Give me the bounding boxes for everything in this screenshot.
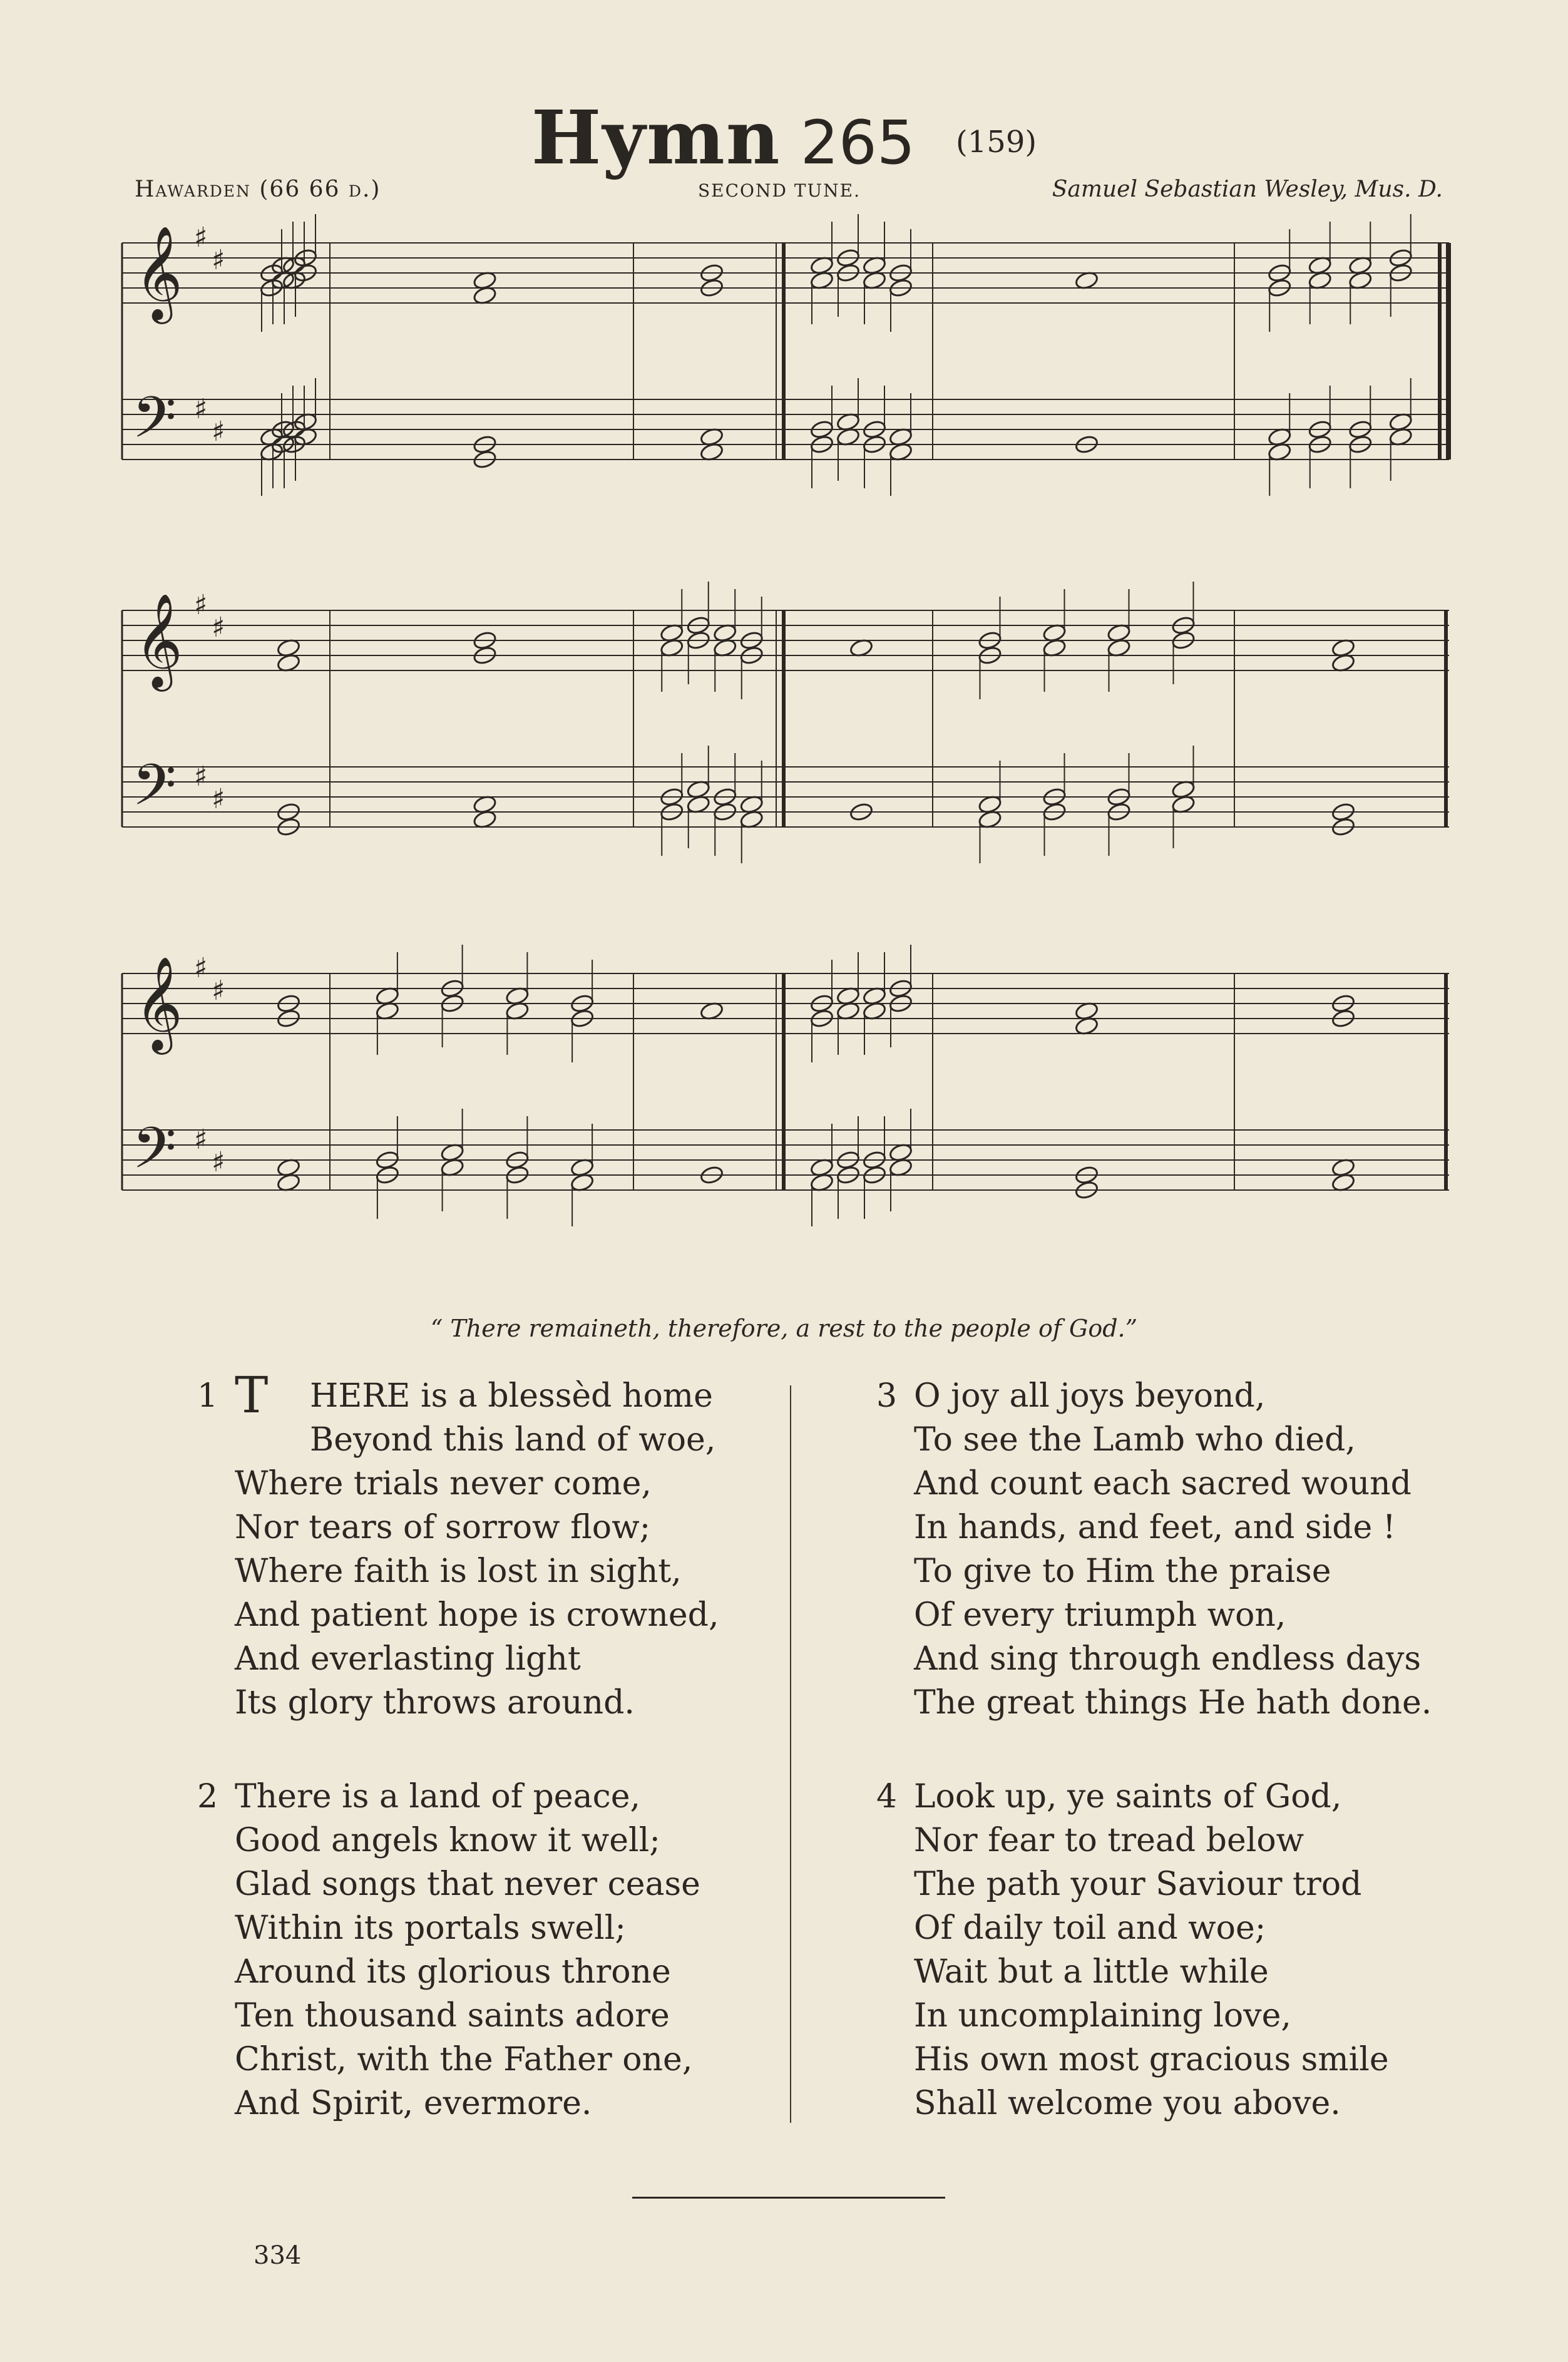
sharp-icon: ♯	[212, 244, 225, 276]
epigraph: “ There remaineth, therefore, a rest to the people of God.”	[430, 1315, 1138, 1342]
verse-line: Ten thousand saints adore	[235, 1997, 670, 2035]
verse-line: Nor tears of sorrow flow;	[235, 1509, 651, 1546]
verse-line: Christ, with the Father one,	[235, 2041, 693, 2078]
verse-line: And patient hope is crowned,	[235, 1596, 719, 1634]
verse-line: Around its glorious throne	[235, 1953, 671, 1991]
treble-clef-icon: 𝄞	[135, 955, 183, 1050]
verse-line: To give to Him the praise	[914, 1553, 1331, 1590]
sharp-icon: ♯	[212, 416, 225, 448]
bass-clef-icon: 𝄢	[132, 384, 177, 465]
sharp-icon: ♯	[194, 393, 208, 425]
hymn-number: 265	[800, 108, 915, 178]
verse-line: Of daily toil and woe;	[914, 1909, 1266, 1947]
sharp-icon: ♯	[194, 222, 208, 254]
verse-line: To see the Lamb who died,	[914, 1421, 1356, 1459]
sharp-icon: ♯	[212, 783, 225, 815]
tune-name: Hawarden (66 66 d.)	[135, 177, 381, 202]
verse-line: Beyond this land of woe,	[310, 1421, 716, 1459]
verse-number: 2	[197, 1778, 218, 1815]
verse-line: Where faith is lost in sight,	[235, 1553, 682, 1590]
verse-line: There is a land of peace,	[235, 1778, 640, 1815]
sharp-icon: ♯	[212, 975, 225, 1007]
sharp-icon: ♯	[194, 589, 208, 621]
verse-line: His own most gracious smile	[914, 2041, 1389, 2078]
treble-clef-icon: 𝄞	[135, 225, 183, 320]
verse-2	[197, 1775, 700, 2125]
verse-line: Of every triumph won,	[914, 1596, 1286, 1634]
verse-line: Look up, ye saints of God,	[914, 1778, 1342, 1815]
sharp-icon: ♯	[194, 952, 208, 984]
bottom-rule	[632, 2197, 945, 2199]
verse-line	[235, 1366, 719, 1424]
verse-line: O joy all joys beyond,	[914, 1377, 1266, 1415]
verse-number: 1	[197, 1377, 218, 1415]
verse-line: And sing through endless days	[914, 1640, 1422, 1678]
verse-line: Shall welcome you above.	[914, 2085, 1341, 2122]
verse-line: And everlasting light	[235, 1640, 581, 1678]
sharp-icon: ♯	[194, 1124, 208, 1156]
verses	[0, 1366, 1568, 2144]
treble-clef-icon: 𝄞	[135, 592, 183, 687]
verse-line: Glad songs that never cease	[235, 1866, 700, 1903]
verse-line: In uncomplaining love,	[914, 1997, 1291, 2035]
verse-line: And count each sacred wound	[914, 1465, 1412, 1502]
verse-line: Within its portals swell;	[235, 1909, 626, 1947]
sharp-icon: ♯	[212, 1146, 225, 1178]
verse-line: In hands, and feet, and side !	[914, 1509, 1396, 1546]
sharp-icon: ♯	[212, 612, 225, 644]
composer: Samuel Sebastian Wesley, Mus. D.	[1052, 177, 1443, 202]
verse-line: And Spirit, evermore.	[235, 2085, 592, 2122]
hymn-title-word: Hymn	[531, 94, 781, 181]
page-number: 334	[254, 2241, 302, 2270]
bass-clef-icon: 𝄢	[132, 1115, 177, 1195]
first-line-text: HERE is a blessèd home	[310, 1377, 713, 1415]
verse-line: Where trials never come,	[235, 1465, 652, 1502]
verse-1	[197, 1366, 719, 1725]
verse-line: The great things He hath done.	[914, 1684, 1432, 1722]
verse-line: The path your Saviour trod	[914, 1866, 1362, 1903]
verse-line: Its glory throws around.	[235, 1684, 635, 1722]
tune-label: SECOND TUNE.	[698, 180, 861, 201]
verse-line: Nor fear to tread below	[914, 1822, 1304, 1859]
verse-3	[876, 1374, 1432, 1725]
verse-number: 4	[876, 1778, 898, 1815]
drop-cap: T	[235, 1366, 269, 1424]
verse-number: 3	[876, 1377, 898, 1415]
verse-line: Good angels know it well;	[235, 1822, 660, 1859]
verse-4	[876, 1775, 1389, 2125]
column-divider	[790, 1385, 791, 2123]
bass-clef-icon: 𝄢	[132, 752, 177, 832]
verse-line: Wait but a little while	[914, 1953, 1269, 1991]
hymn-alt-number: (159)	[956, 125, 1037, 160]
sharp-icon: ♯	[194, 761, 208, 793]
